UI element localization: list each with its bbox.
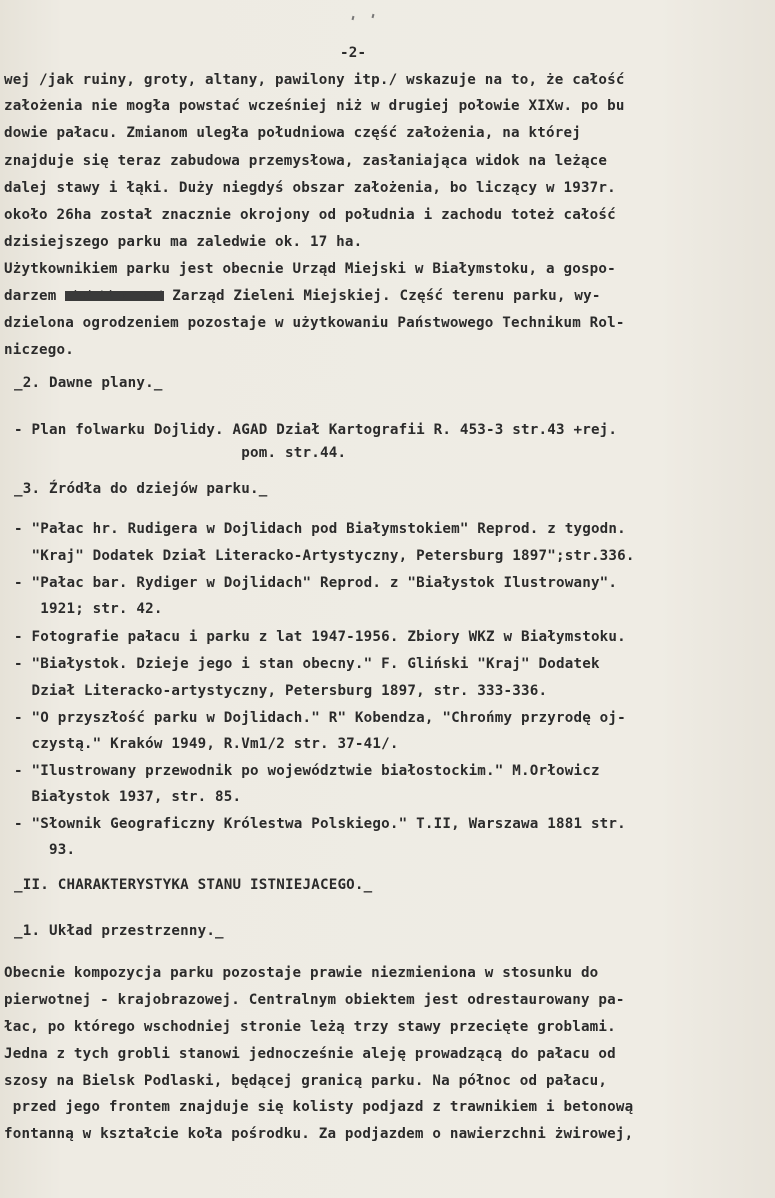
paragraph-line: dzielona ogrodzeniem pozostaje w użytkowaniu Państwowego Technikum Rol- [4, 315, 625, 331]
source-entry: - "Ilustrowany przewodnik po województwie białostockim." M.Orłowicz [14, 763, 600, 779]
paragraph-line: fontanną w kształcie koła pośrodku. Za podjazdem o nawierzchni żwirowej, [4, 1126, 634, 1142]
paragraph-line: znajduje się teraz zabudowa przemysłowa, zasłaniająca widok na leżące [4, 153, 608, 169]
paragraph-line: Obecnie kompozycja parku pozostaje prawie niezmieniona w stosunku do [4, 965, 599, 981]
plan-entry: - Plan folwarku Dojlidy. AGAD Dział Kartografii R. 453-3 str.43 +rej. [14, 422, 618, 438]
paragraph-line: Jedna z tych grobli stanowi jednocześnie aleję prowadzącą do pałacu od [4, 1046, 616, 1062]
chapter-2-heading: _II. CHARAKTERYSTYKA STANU ISTNIEJACEGO._ [14, 877, 373, 893]
paragraph-line: pierwotnej - krajobrazowej. Centralnym obiektem jest odrestaurowany pa- [4, 992, 625, 1008]
paragraph-line: Użytkownikiem parku jest obecnie Urząd Miejski w Białymstoku, a gospo- [4, 261, 616, 277]
paragraph-line: łac, po którego wschodniej stronie leżą trzy stawy przecięte groblami. [4, 1019, 616, 1035]
paragraph-line: założenia nie mogła powstać wcześniej niż w drugiej połowie XIXw. po bu [4, 98, 625, 114]
source-entry: - "Białystok. Dzieje jego i stan obecny." F. Gliński "Kraj" Dodatek [14, 656, 600, 672]
paper-speck [372, 14, 375, 18]
source-entry: "Kraj" Dodatek Dział Literacko-Artystyczny, Petersburg 1897";str.336. [14, 548, 635, 564]
page-number: -2- [340, 45, 367, 61]
source-entry: - Fotografie pałacu i parku z lat 1947-1956. Zbiory WKZ w Białymstoku. [14, 629, 626, 645]
paragraph-line: niczego. [4, 342, 74, 358]
section-3-heading: _3. Źródła do dziejów parku._ [14, 481, 268, 497]
source-entry: czystą." Kraków 1949, R.Vm1/2 str. 37-41/. [14, 736, 399, 752]
source-entry: - "O przyszłość parku w Dojlidach." R" Kobendza, "Chrońmy przyrodę oj- [14, 710, 626, 726]
source-entry: - "Pałac bar. Rydiger w Dojlidach" Reprod. z "Białystok Ilustrowany". [14, 575, 618, 591]
source-entry: - "Słownik Geograficzny Królestwa Polskiego." T.II, Warszawa 1881 str. [14, 816, 626, 832]
source-entry: Białystok 1937, str. 85. [14, 789, 242, 805]
paragraph-line: szosy na Bielsk Podlaski, będącej granicą parku. Na północ od pałacu, [4, 1073, 608, 1089]
paragraph-line: dzisiejszego parku ma zaledwie ok. 17 ha. [4, 234, 363, 250]
section-1-heading: _1. Układ przestrzenny._ [14, 923, 224, 939]
section-2-heading: _2. Dawne plany._ [14, 375, 163, 391]
paragraph-line: wej /jak ruiny, groty, altany, pawilony itp./ wskazuje na to, że całość [4, 72, 625, 88]
source-entry: 93. [14, 842, 76, 858]
paragraph-line: przed jego frontem znajduje się kolisty podjazd z trawnikiem i betonową [4, 1099, 634, 1115]
paragraph-line: dalej stawy i łąki. Duży niegdyś obszar założenia, bo liczący w 1937r. [4, 180, 616, 196]
plan-entry-continuation: pom. str.44. [14, 445, 347, 461]
paper-speck [352, 16, 355, 20]
paragraph-line-with-strikeout [4, 287, 601, 305]
paragraph-line: dowie pałacu. Zmianom uległa południowa część założenia, na której [4, 125, 581, 141]
source-entry: - "Pałac hr. Rudigera w Dojlidach pod Białymstokiem" Reprod. z tygodn. [14, 521, 626, 537]
struck-line-after: Zarząd Zieleni Miejskiej. Część terenu parku, wy- [163, 288, 601, 304]
struck-out-word: Miejskiexprzed [65, 290, 164, 301]
struck-line-before: darzem [4, 288, 66, 304]
source-entry: Dział Literacko-artystyczny, Petersburg 1897, str. 333-336. [14, 683, 548, 699]
source-entry: 1921; str. 42. [14, 601, 163, 617]
paragraph-line: około 26ha został znacznie okrojony od południa i zachodu toteż całość [4, 207, 616, 223]
